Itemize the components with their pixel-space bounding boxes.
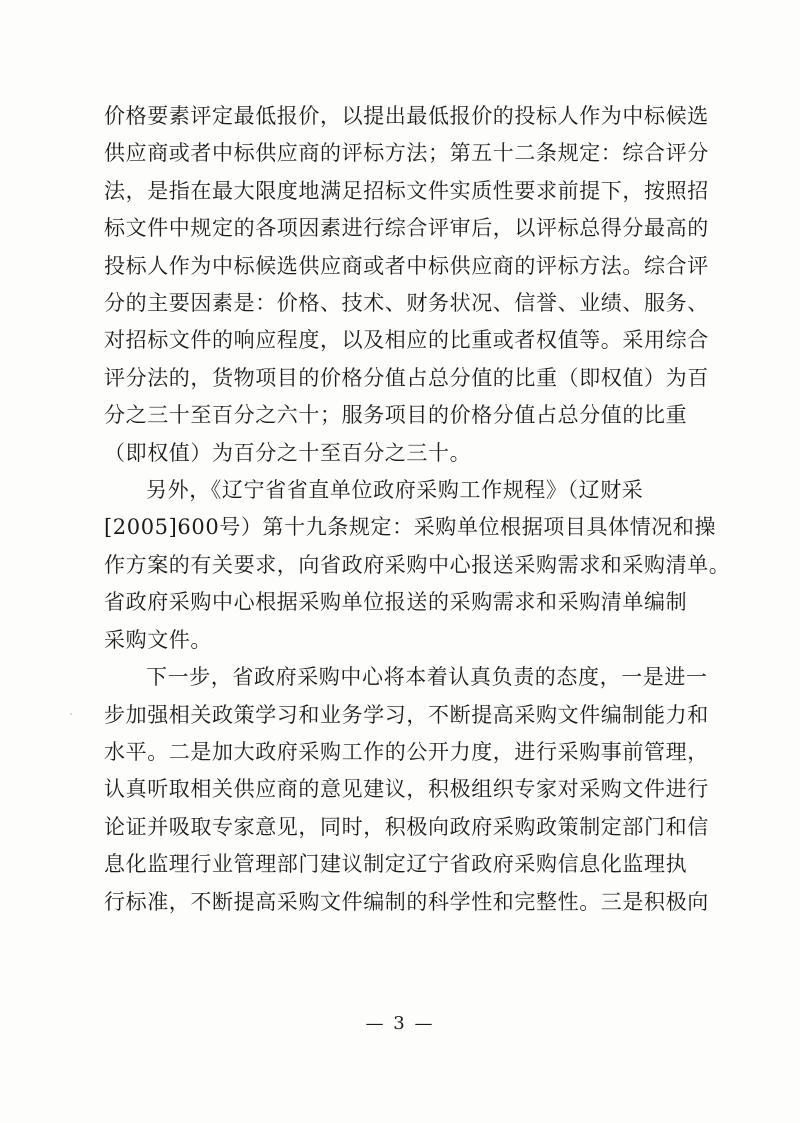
text-line: 步加强相关政策学习和业务学习，不断提高采购文件编制能力和: [104, 702, 709, 727]
text-line: 投标人作为中标候选供应商或者中标供应商的评标方法。综合评: [104, 253, 709, 278]
text-line: 分之三十至百分之六十；服务项目的价格分值占总分值的比重: [104, 403, 688, 428]
text-line: 论证并吸取专家意见，同时，积极向政府采购政策制定部门和信: [104, 814, 709, 839]
text-line: 息化监理行业管理部门建议制定辽宁省政府采购信息化监理执: [104, 852, 688, 877]
text-line: 省政府采购中心根据采购单位报送的采购需求和采购清单编制: [104, 590, 688, 615]
scan-speck: [70, 713, 72, 715]
body-text: [104, 98, 731, 921]
paragraph-2: [104, 472, 731, 659]
text-line: 另外，《辽宁省省直单位政府采购工作规程》（辽财采: [146, 478, 644, 503]
text-line: 标文件中规定的各项因素进行综合评审后，以评标总得分最高的: [104, 216, 709, 241]
text-line: 采购文件。: [104, 627, 212, 652]
text-line: 行标准，不断提高采购文件编制的科学性和完整性。三是积极向: [104, 889, 709, 914]
text-line: 对招标文件的响应程度，以及相应的比重或者权值等。采用综合: [104, 328, 709, 353]
text-line: 供应商或者中标供应商的评标方法；第五十二条规定：综合评分: [104, 141, 709, 166]
paragraph-3: [104, 659, 709, 921]
text-line: 认真听取相关供应商的意见建议，积极组织专家对采购文件进行: [104, 777, 709, 802]
text-line: [2005]600号）第十九条规定：采购单位根据项目具体情况和操: [104, 515, 717, 540]
text-line: 价格要素评定最低报价，以提出最低报价的投标人作为中标候选: [104, 104, 709, 128]
text-line: 评分法的，货物项目的价格分值占总分值的比重（即权值）为百: [104, 365, 709, 390]
text-line: 作方案的有关要求，向省政府采购中心报送采购需求和采购清单。: [104, 552, 731, 577]
text-line: 法，是指在最大限度地满足招标文件实质性要求前提下，按照招: [104, 178, 709, 203]
paragraph-1: [104, 98, 709, 472]
text-line: 分的主要因素是：价格、技术、财务状况、信誉、业绩、服务、: [104, 291, 709, 316]
text-line: （即权值）为百分之十至百分之三十。: [104, 440, 472, 465]
text-line: 水平。二是加大政府采购工作的公开力度，进行采购事前管理，: [104, 739, 709, 764]
text-line: 下一步，省政府采购中心将本着认真负责的态度，一是进一: [146, 665, 708, 690]
page-number: — 3 —: [365, 1013, 435, 1034]
